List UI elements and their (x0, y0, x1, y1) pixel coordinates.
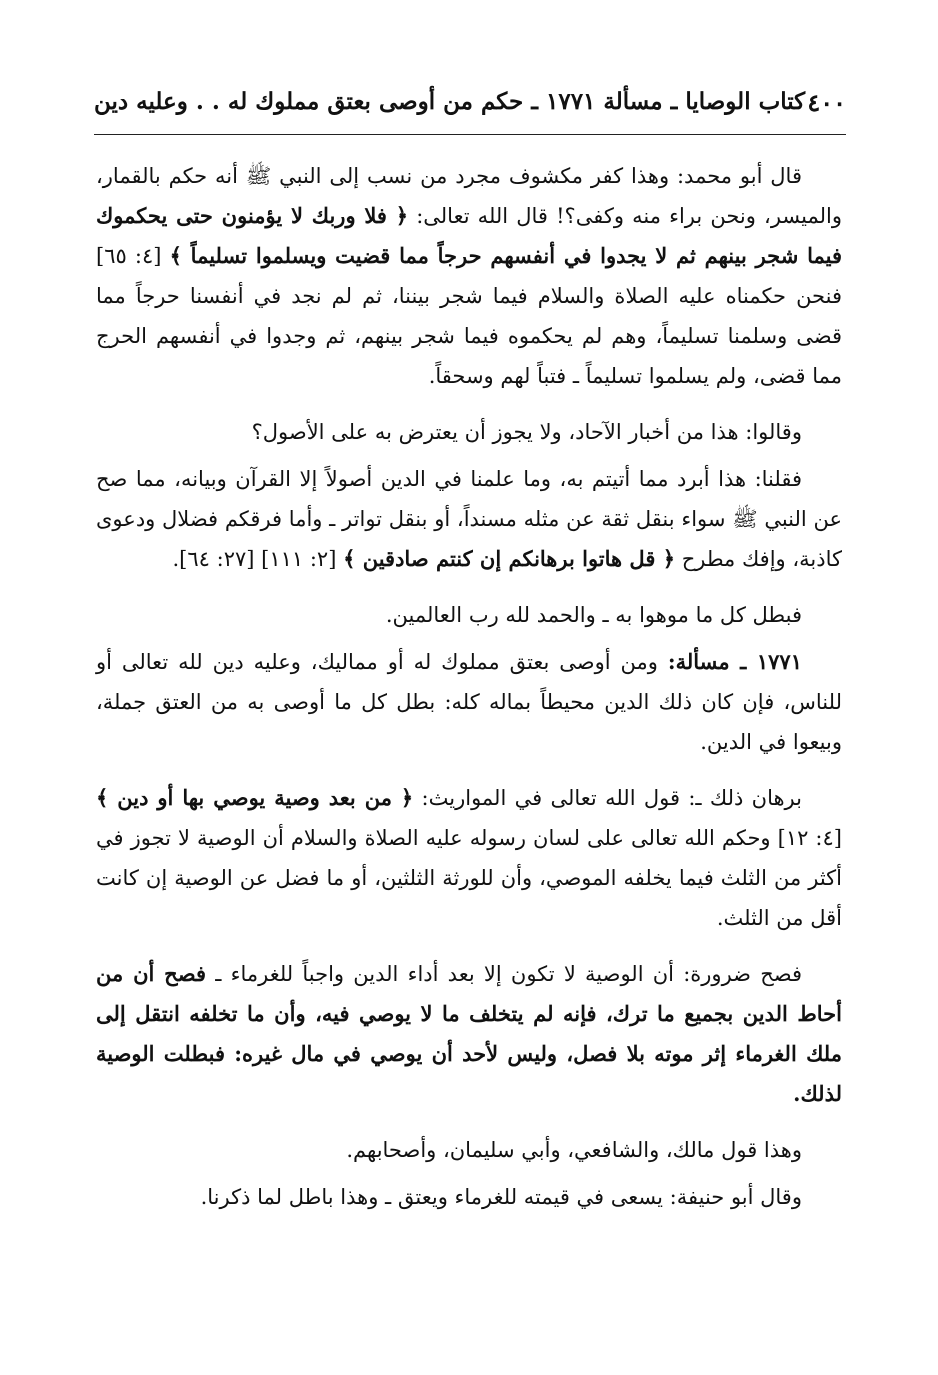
p3-text-a: فقلنا: هذا أبرد مما أتيتم به، وما علمنا في الدين أصولاً إلا القرآن وبيانه، مما صح عن النبي ﷺ سواء بنقل ثقة عن مثله مسنداً، أو بنقل تواتر ـ وأما فرقكم فضلال ودعوى كاذبة، وإفك مطرح (96, 467, 842, 571)
header-divider (94, 134, 846, 135)
p7-bold-text: فصح أن من أحاط الدين بجميع ما ترك، فإنه لم يتخلف ما لا يوصي فيه، وأن ما تخلفه انتقل إلى ملك الغرماء إثر موته بلا فصل، وليس لأحد أن يوصي في مال غيره: فبطلت الوصية لذلك. (96, 961, 842, 1106)
paragraph-2: وقالوا: هذا من أخبار الآحاد، ولا يجوز أن يعترض به على الأصول؟ (251, 420, 802, 444)
paragraph-7 (96, 954, 842, 1114)
p6-text-a: برهان ذلك ـ: قول الله تعالى في المواريث: (421, 786, 802, 810)
paragraph-8: وهذا قول مالك، والشافعي، وأبي سليمان، وأصحابهم. (346, 1138, 802, 1162)
p5-text: ومن أوصى بعتق مملوك له أو مماليك، وعليه دين لله تعالى أو للناس، فإن كان ذلك الدين محيطاً بماله كله: بطل كل ما أوصى به من العتق جملة، وبيعوا في الدين. (96, 650, 842, 754)
running-title: كتاب الوصايا ـ مسألة ١٧٧١ ـ حكم من أوصى بعتق مملوك له . . وعليه دين (94, 88, 806, 115)
p7-text-a: فصح ضرورة: أن الوصية لا تكون إلا بعد أداء الدين واجباً للغرماء ـ (215, 962, 802, 986)
p3-text-b: [٢: ١١١] [٢٧: ٦٤]. (172, 547, 337, 571)
paragraph-6 (96, 778, 842, 938)
paragraph-5 (96, 642, 842, 762)
paragraph-9: وقال أبو حنيفة: يسعى في قيمته للغرماء ويعتق ـ وهذا باطل لما ذكرنا. (200, 1185, 802, 1209)
p1-quran-quote: ﴿ فلا وربك لا يؤمنون حتى يحكموك فيما شجر بينهم ثم لا يجدوا في أنفسهم حرجاً مما قضيت ويسلموا تسليماً ﴾ (96, 203, 842, 268)
p1-text-b: [٤: ٦٥] فنحن حكمناه عليه الصلاة والسلام فيما شجر بيننا، ثم لم نجد في أنفسنا حرجاً مما قضى وسلمنا تسليماً، وهم لم يحكموه فيما شجر بينهم، ثم وجدوا في أنفسهم الحرج مما قضى، ولم يسلموا تسليماً ـ فتباً لهم وسحقاً. (96, 244, 842, 388)
paragraph-1 (96, 156, 842, 396)
p3-quran-quote: ﴿ قل هاتوا برهانكم إن كنتم صادقين ﴾ (343, 546, 675, 571)
p6-text-b: [٤: ١٢] وحكم الله تعالى على لسان رسوله عليه الصلاة والسلام أن الوصية لا تجوز في أكثر من الثلث فيما يخلفه الموصي، وأن للورثة الثلثين، أو ما فضل عن الوصية إن كانت أقل من الثلث. (96, 826, 842, 930)
p6-quran-quote: ﴿ من بعد وصية يوصي بها أو دين ﴾ (96, 785, 414, 810)
page-header (94, 78, 846, 124)
page-body (96, 156, 842, 1224)
issue-number: ١٧٧١ ـ مسألة: (667, 649, 802, 674)
p1-text-a: قال أبو محمد: وهذا كفر مكشوف مجرد من نسب إلى النبي ﷺ أنه حكم بالقمار، والميسر، ونحن براء منه وكفى؟! قال الله تعالى: (96, 164, 842, 228)
paragraph-4: فبطل كل ما موهوا به ـ والحمد لله رب العالمين. (385, 603, 802, 627)
paragraph-3 (96, 459, 842, 579)
page-number: ٤٠٠ (807, 88, 846, 117)
